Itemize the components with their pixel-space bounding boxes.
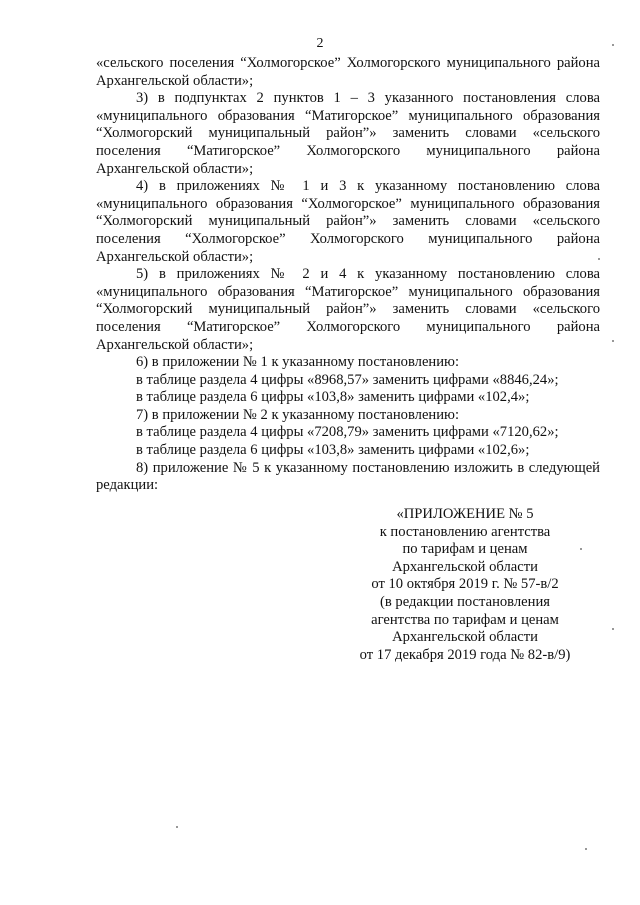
appendix-line: Архангельской области: [392, 558, 538, 575]
appendix-line: от 10 октября 2019 г. № 57-в/2: [371, 576, 559, 593]
page-number: 2: [316, 36, 324, 51]
paragraph-item-5: 5) в приложениях № 2 и 4 к указанному постановлению слова «муниципального образования “Матигорское” муниципального образования “Холмогорский муниципальный район”» заменить словами «сельского поселения “Матигорское” Холмогорского муниципального района Архангельской области»;: [96, 266, 600, 353]
paragraph-item-3: 3) в подпунктах 2 пунктов 1 – 3 указанного постановления слова «муниципального образования “Матигорское” муниципального образования “Холмогорский муниципальный район”» заменить словами «сельского поселения “Матигорское” Холмогорского муниципального района Архангельской области»;: [96, 90, 600, 177]
appendix-line: Архангельской области: [392, 629, 538, 646]
paragraph-item-6: 6) в приложении № 1 к указанному постановлению:: [136, 354, 460, 371]
scan-speck: [612, 44, 614, 46]
paragraph-item-7-line-2: в таблице раздела 6 цифры «103,8» заменить цифрами «102,6»;: [136, 442, 530, 459]
paragraph-1: «сельского поселения “Холмогорское” Холмогорского муниципального района Архангельской области»;: [96, 55, 600, 89]
scan-speck: [585, 848, 587, 850]
scan-speck: [598, 258, 600, 260]
appendix-header-block: [340, 506, 590, 664]
scan-speck: [612, 628, 614, 630]
paragraph-item-6-line-2: в таблице раздела 6 цифры «103,8» заменить цифрами «102,4»;: [136, 389, 530, 406]
appendix-line: от 17 декабря 2019 года № 82-в/9): [359, 646, 571, 663]
appendix-title: «ПРИЛОЖЕНИЕ № 5: [396, 506, 534, 522]
paragraph-item-6-line-1: в таблице раздела 4 цифры «8968,57» заменить цифрами «8846,24»;: [136, 371, 559, 388]
scan-speck: [612, 340, 614, 342]
appendix-line: к постановлению агентства: [379, 523, 551, 540]
paragraph-item-7-line-1: в таблице раздела 4 цифры «7208,79» заменить цифрами «7120,62»;: [136, 424, 559, 441]
appendix-line: агентства по тарифам и ценам: [371, 611, 559, 628]
paragraph-item-8: 8) приложение № 5 к указанному постановлению изложить в следующей редакции:: [96, 459, 600, 494]
body-text: [96, 55, 600, 495]
appendix-line: по тарифам и ценам: [402, 541, 528, 558]
paragraph-item-7: 7) в приложении № 2 к указанному постановлению:: [136, 406, 460, 423]
scan-speck: [580, 548, 582, 550]
paragraph-item-4: 4) в приложениях № 1 и 3 к указанному постановлению слова «муниципального образования “Холмогорское” муниципального образования “Холмогорский муниципальный район”» заменить словами «сельского поселения “Холмогорское” Холмогорского муниципального района Архангельской области»;: [96, 178, 600, 265]
appendix-line: (в редакции постановления: [380, 593, 550, 610]
scan-speck: [176, 826, 178, 828]
